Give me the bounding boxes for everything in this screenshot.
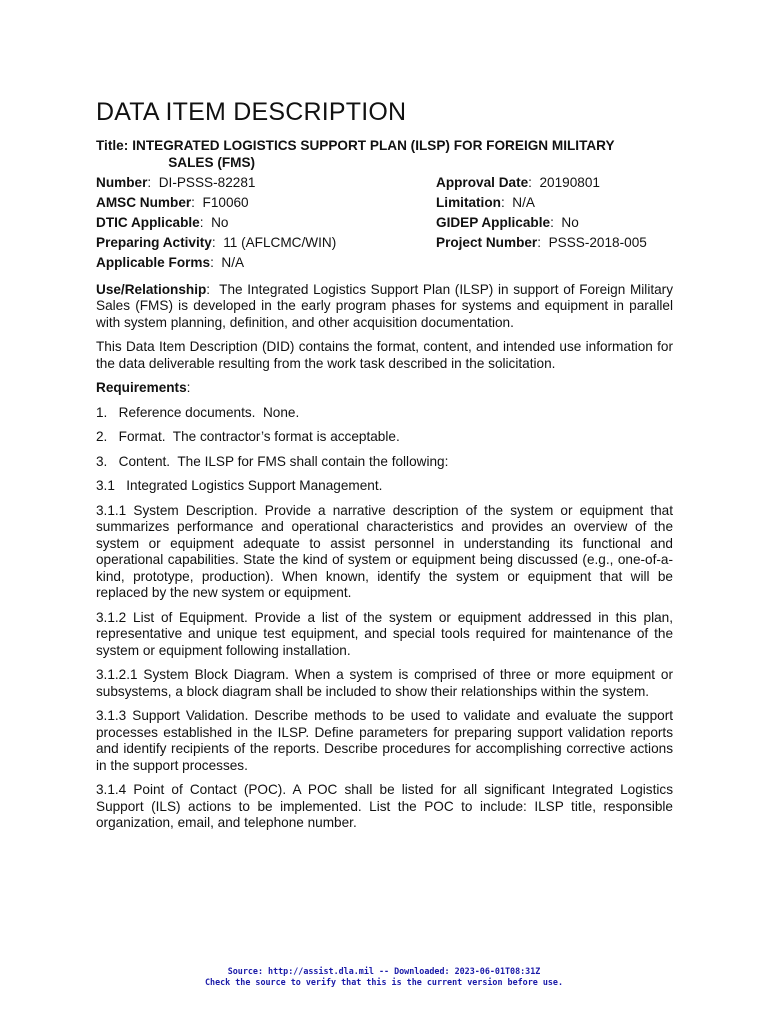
requirements-label: Requirements [96, 380, 187, 396]
gidep-applicable-value: No [561, 215, 579, 231]
approval-date-field: Approval Date: 20190801 [436, 175, 600, 190]
title-line-2: SALES (FMS) [168, 154, 256, 170]
number-field: Number: DI-PSSS-82281 [96, 175, 256, 190]
preparing-activity-value: 11 (AFLCMC/WIN) [223, 235, 337, 251]
preparing-activity-label: Preparing Activity [96, 235, 212, 251]
preparing-activity-field: Preparing Activity: 11 (AFLCMC/WIN) [96, 235, 337, 251]
section-3-1-2-1: 3.1.2.1 System Block Diagram. When a system is comprised of three or more equipment or subsystems, a block diagram shall be included to show their relationships within the system. [96, 667, 673, 699]
footer-verify-line: Check the source to verify that this is the current version before use. [205, 976, 563, 987]
title-line-1: INTEGRATED LOGISTICS SUPPORT PLAN (ILSP) FOR FOREIGN MILITARY [132, 138, 615, 153]
project-number-label: Project Number [436, 235, 538, 251]
project-number-value: PSSS-2018-005 [548, 235, 647, 251]
requirements-heading: Requirements: [96, 380, 191, 396]
approval-date-value: 20190801 [539, 175, 600, 190]
gidep-applicable-label: GIDEP Applicable [436, 215, 551, 231]
number-label: Number [96, 175, 148, 190]
did-paragraph: This Data Item Description (DID) contains the format, content, and intended use information for the data deliverable resulting from the work task described in the solicitation. [96, 339, 673, 371]
metadata-grid [96, 175, 673, 272]
download-source-footer [0, 966, 768, 987]
applicable-forms-field: Applicable Forms: N/A [96, 255, 245, 271]
dtic-applicable-label: DTIC Applicable [96, 215, 200, 231]
limitation-field: Limitation: N/A [436, 195, 535, 211]
dtic-applicable-value: No [211, 215, 229, 231]
gidep-applicable-field: GIDEP Applicable: No [436, 215, 579, 231]
approval-date-label: Approval Date [436, 175, 529, 190]
section-3-1: 3.1 Integrated Logistics Support Management. [96, 478, 383, 494]
requirement-item-2: 2. Format. The contractor’s format is acceptable. [96, 429, 400, 445]
number-value: DI-PSSS-82281 [158, 175, 256, 190]
requirement-item-3: 3. Content. The ILSP for FMS shall contain the following: [96, 453, 449, 469]
applicable-forms-label: Applicable Forms [96, 255, 211, 271]
amsc-number-label: AMSC Number [96, 195, 192, 211]
limitation-label: Limitation [436, 195, 501, 211]
applicable-forms-value: N/A [221, 255, 245, 271]
document-body [96, 138, 673, 832]
use-relationship-paragraph: Use/Relationship: The Integrated Logistics Support Plan (ILSP) in support of Foreign Military Sales (FMS) is developed in the early program phases for systems and equipment in parallel with system planning, definition, and other acquisition documentation. [96, 281, 673, 330]
section-3-1-2: 3.1.2 List of Equipment. Provide a list of the system or equipment addressed in this plan, representative and unique test equipment, and special tools required for maintenance of the system or equipment following installation. [96, 609, 673, 658]
use-relationship-label: Use/Relationship [96, 281, 207, 297]
section-3-1-3: 3.1.3 Support Validation. Describe methods to be used to validate and evaluate the support processes established in the ILSP. Define parameters for preparing support validation reports and identify recipients of the reports. Describe procedures for accomplishing corrective actions in the support processes. [96, 708, 673, 773]
limitation-value: N/A [512, 195, 535, 211]
project-number-field: Project Number: PSSS-2018-005 [436, 235, 647, 251]
dtic-applicable-field: DTIC Applicable: No [96, 215, 229, 231]
footer-source-line: Source: http://assist.dla.mil -- Downloaded: 2023-06-01T08:31Z [227, 966, 541, 976]
title-row [96, 138, 673, 171]
title-label-text: Title [96, 138, 124, 153]
amsc-number-value: F10060 [202, 195, 249, 211]
requirement-item-1: 1. Reference documents. None. [96, 404, 300, 420]
use-relationship-text: The Integrated Logistics Support Plan (ILSP) in support of Foreign Military Sales (FMS) is developed in the early program phases for systems and equipment in parallel with system planning, definition, and other acquisition documentation. [96, 281, 673, 330]
title-value [128, 138, 614, 171]
title-label: Title: [96, 138, 129, 153]
section-3-1-4: 3.1.4 Point of Contact (POC). A POC shall be listed for all significant Integrated Logistics Support (ILS) actions to be implemented. List the POC to include: ILSP title, responsible organization, email, and telephone number. [96, 782, 673, 831]
document-heading: DATA ITEM DESCRIPTION [96, 98, 407, 126]
amsc-number-field: AMSC Number: F10060 [96, 195, 249, 211]
section-3-1-1: 3.1.1 System Description. Provide a narrative description of the system or equipment that summarizes performance and operational characteristics and provides an overview of the system or equipment adequate to assist personnel in understanding its functional and operational capabilities. State the kind of system or equipment being discussed (e.g., one-of-a-kind, prototype, production). When known, identify the system or equipment that will be replaced by the new system or equipment. [96, 502, 673, 601]
